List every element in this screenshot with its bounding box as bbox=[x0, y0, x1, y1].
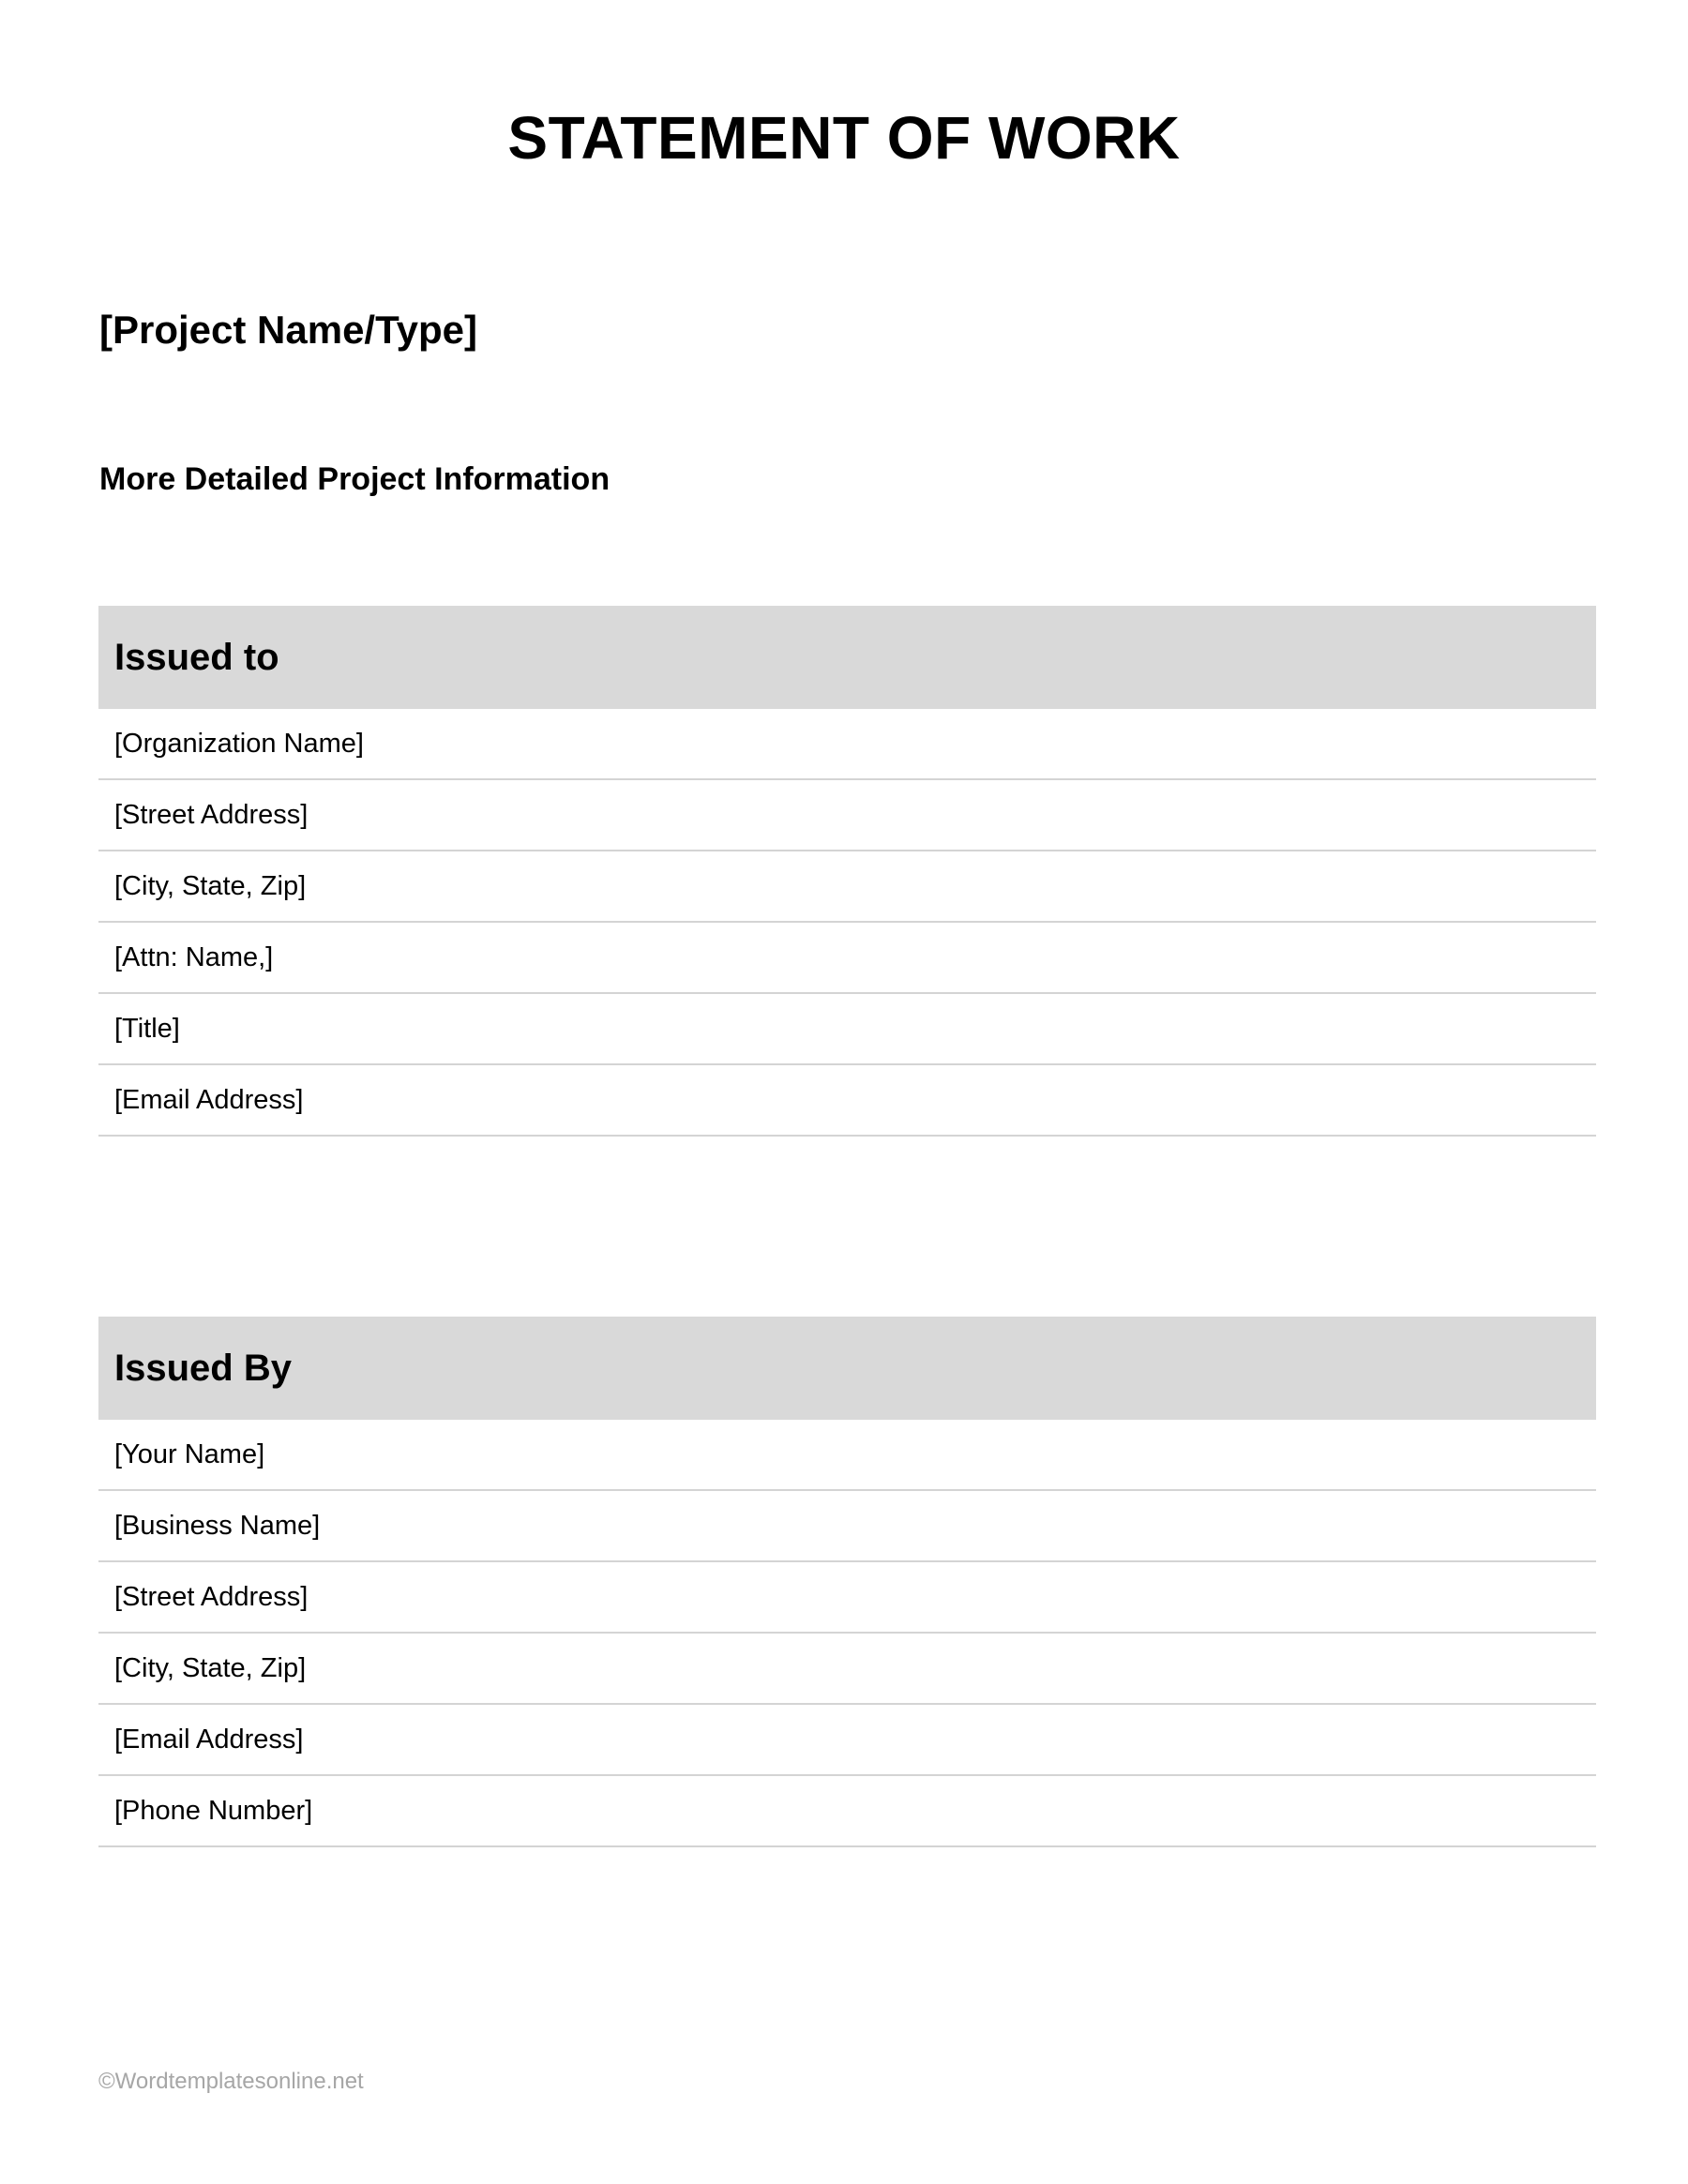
project-info-heading: More Detailed Project Information bbox=[99, 461, 610, 497]
issued-by-your-name: [Your Name] bbox=[98, 1420, 1596, 1491]
project-name: [Project Name/Type] bbox=[99, 308, 477, 352]
footer-copyright: ©Wordtemplatesonline.net bbox=[98, 2069, 364, 2094]
issued-to-organization-name: [Organization Name] bbox=[98, 709, 1596, 780]
issued-by-header: Issued By bbox=[98, 1317, 1596, 1420]
issued-by-street-address: [Street Address] bbox=[98, 1562, 1596, 1634]
issued-to-street-address: [Street Address] bbox=[98, 780, 1596, 851]
issued-to-header: Issued to bbox=[98, 606, 1596, 709]
issued-by-city-state-zip: [City, State, Zip] bbox=[98, 1634, 1596, 1705]
page-title: STATEMENT OF WORK bbox=[507, 104, 1181, 172]
issued-to-email-address: [Email Address] bbox=[98, 1065, 1596, 1137]
issued-to-title: [Title] bbox=[98, 994, 1596, 1065]
issued-to-table bbox=[98, 606, 1596, 1137]
issued-by-business-name: [Business Name] bbox=[98, 1491, 1596, 1562]
issued-to-city-state-zip: [City, State, Zip] bbox=[98, 851, 1596, 923]
issued-to-attn-name: [Attn: Name,] bbox=[98, 923, 1596, 994]
issued-by-table bbox=[98, 1317, 1596, 1847]
issued-by-email-address: [Email Address] bbox=[98, 1705, 1596, 1776]
issued-by-phone-number: [Phone Number] bbox=[98, 1776, 1596, 1847]
